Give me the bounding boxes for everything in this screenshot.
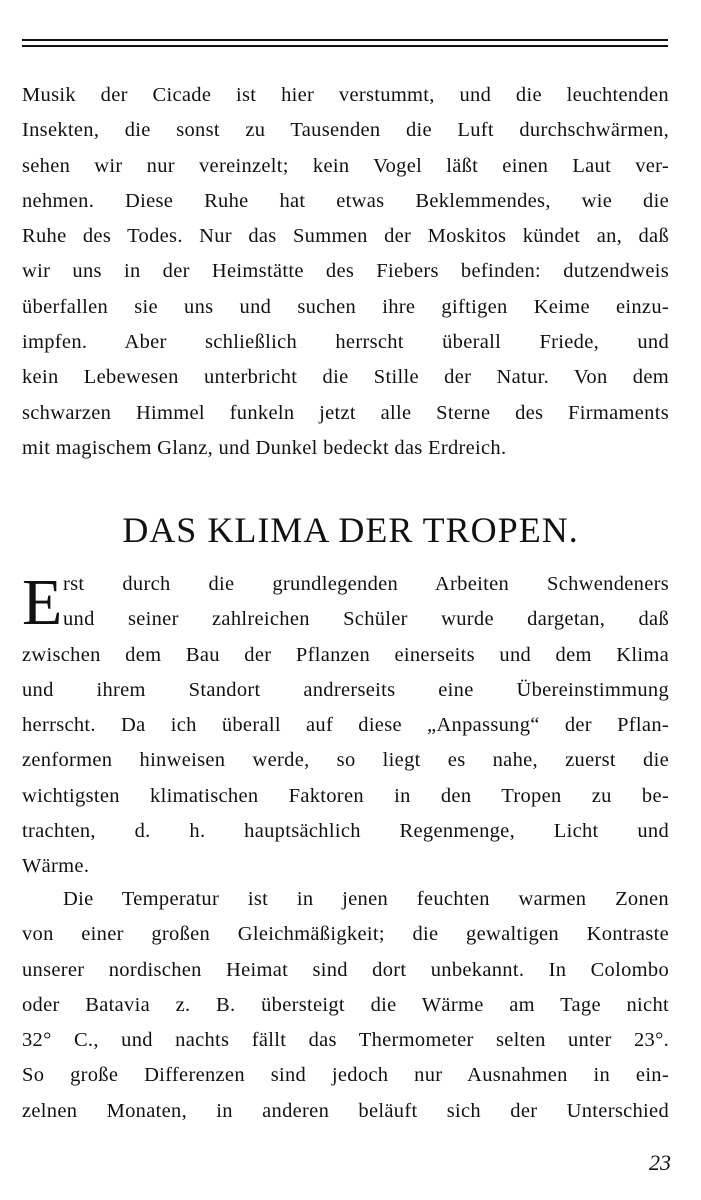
text-line: nehmen. Diese Ruhe hat etwas Beklemmendes, wie die: [22, 189, 669, 212]
text-line: Ruhe des Todes. Nur das Summen der Moskitos kündet an, daß: [22, 225, 669, 248]
text-line: sehen wir nur vereinzelt; kein Vogel läßt einen Laut ver-: [22, 154, 669, 177]
text-line: schwarzen Himmel funkeln jetzt alle Sterne des Firmaments: [22, 401, 669, 424]
text-line: und seiner zahlreichen Schüler wurde dargetan, daß: [63, 608, 669, 631]
text-line: 32° C., und nachts fällt das Thermometer selten unter 23°.: [22, 1029, 669, 1052]
text-line: unserer nordischen Heimat sind dort unbekannt. In Colombo: [22, 958, 669, 981]
text-line: überfallen sie uns und suchen ihre giftigen Keime einzu-: [22, 295, 669, 318]
text-line: und ihrem Standort andrerseits eine Übereinstimmung: [22, 678, 669, 701]
text-line: Wärme.: [22, 855, 90, 878]
paragraph-intro: [22, 567, 669, 885]
text-line: Die Temperatur ist in jenen feuchten warmen Zonen: [63, 888, 669, 910]
text-line: oder Batavia z. B. übersteigt die Wärme am Tage nicht: [22, 993, 669, 1016]
text-line: zelnen Monaten, in anderen beläuft sich der Unterschied: [22, 1099, 669, 1122]
text-line: zwischen dem Bau der Pflanzen einerseits und dem Klima: [22, 643, 669, 666]
text-line: So große Differenzen sind jedoch nur Ausnahmen in ein-: [22, 1064, 669, 1087]
paragraph-continuation: [22, 78, 669, 466]
text-line: rst durch die grundlegenden Arbeiten Schwendeners: [63, 573, 669, 595]
text-line: herrscht. Da ich überall auf diese „Anpassung“ der Pflan-: [22, 714, 669, 737]
text-line: wir uns in der Heimstätte des Fiebers befinden: dutzendweis: [22, 260, 669, 283]
text-line: Insekten, die sonst zu Tausenden die Luft durchschwärmen,: [22, 119, 669, 142]
text-line: impfen. Aber schließlich herrscht überall Friede, und: [22, 331, 669, 354]
text-line: wichtigsten klimatischen Faktoren in den Tropen zu be-: [22, 784, 669, 807]
text-line: zenformen hinweisen werde, so liegt es nahe, zuerst die: [22, 749, 669, 772]
text-line: von einer großen Gleichmäßigkeit; die gewaltigen Kontraste: [22, 923, 669, 946]
top-rule-thin: [22, 39, 668, 41]
text-line: trachten, d. h. hauptsächlich Regenmenge, Licht und: [22, 820, 669, 843]
text-line: kein Lebewesen unterbricht die Stille der Natur. Von dem: [22, 366, 669, 389]
drop-cap: E: [22, 566, 63, 639]
section-heading: DAS KLIMA DER TROPEN.: [122, 510, 579, 550]
paragraph-temperature: [22, 882, 669, 1129]
text-line: mit magischem Glanz, und Dunkel bedeckt das Erdreich.: [22, 436, 507, 459]
top-rule-thick: [22, 45, 668, 47]
page-number: 23: [649, 1150, 671, 1175]
text-line: Musik der Cicade ist hier verstummt, und die leuchtenden: [22, 84, 669, 106]
